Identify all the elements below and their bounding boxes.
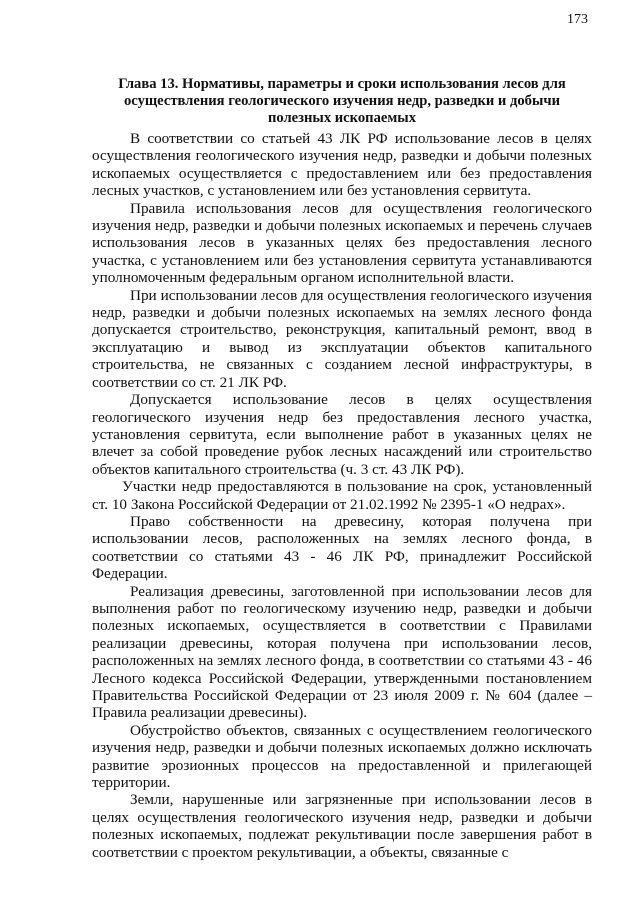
paragraph: При использовании лесов для осуществления геологического изучения недр, разведки и добычи полезных ископаемых на землях лесного фонда допускается строительство, реконструкция, капитальный ремонт, ввод в эксплуатацию и вывод из эксплуатации объектов капитального строительства, не связанных с созданием лесной инфраструктуры, в соответствии со ст. 21 ЛК РФ. [92, 286, 592, 391]
body-text [92, 130, 592, 861]
paragraph: Обустройство объектов, связанных с осуществлением геологического изучения недр, разведки и добычи полезных ископаемых должно исключать развитие эрозионных процессов на предоставленной и прилегающей территории. [92, 721, 592, 792]
chapter-title: Глава 13. Нормативы, параметры и сроки использования лесов для осуществления геологического изучения недр, разведки и добычи полезных ископаемых [118, 76, 566, 126]
paragraph: Участки недр предоставляются в пользование на срок, установленный ст. 10 Закона Российской Федерации от 21.02.1992 № 2395-1 «О недрах». [92, 478, 592, 513]
paragraph: В соответствии со статьей 43 ЛК РФ использование лесов в целях осуществления геологического изучения недр, разведки и добычи полезных ископаемых осуществляется с предоставлением или без предоставления лесных участков, с установлением или без установления сервитута. [92, 130, 592, 200]
paragraph: Правила использования лесов для осуществления геологического изучения недр, разведки и добычи полезных ископаемых и перечень случаев использования лесов в указанных целях без предоставления лесного участка, с установлением или без установления сервитута устанавливаются уполномоченным федеральным органом исполнительной власти. [92, 199, 592, 287]
paragraph: Право собственности на древесину, которая получена при использовании лесов, расположенных на землях лесного фонда, в соответствии со статьями 43 - 46 ЛК РФ, принадлежит Российской Федерации. [92, 512, 592, 583]
paragraph: Реализация древесины, заготовленной при использовании лесов для выполнения работ по геологическому изучению недр, разведки и добычи полезных ископаемых, осуществляется в соответствии с Правилами реализации древесины, которая получена при использовании лесов, расположенных на землях лесного фонда, в соответствии со статьями 43 - 46 Лесного кодекса Российской Федерации, утвержденными постановлением Правительства Российской Федерации от 23 июля 2009 г. № 604 (далее – Правила реализации древесины). [92, 582, 592, 722]
paragraph: Допускается использование лесов в целях осуществления геологического изучения недр без предоставления лесного участка, установления сервитута, если выполнение работ в указанных целях не влечет за собой проведение рубок лесных насаждений или строительство объектов капитального строительства (ч. 3 ст. 43 ЛК РФ). [92, 391, 592, 478]
paragraph: Земли, нарушенные или загрязненные при использовании лесов в целях осуществления геологического изучения недр, разведки и добычи полезных ископаемых, подлежат рекультивации после завершения работ в соответствии с проектом рекультивации, а объекты, связанные с [92, 791, 592, 861]
page-number: 173 [567, 12, 588, 27]
